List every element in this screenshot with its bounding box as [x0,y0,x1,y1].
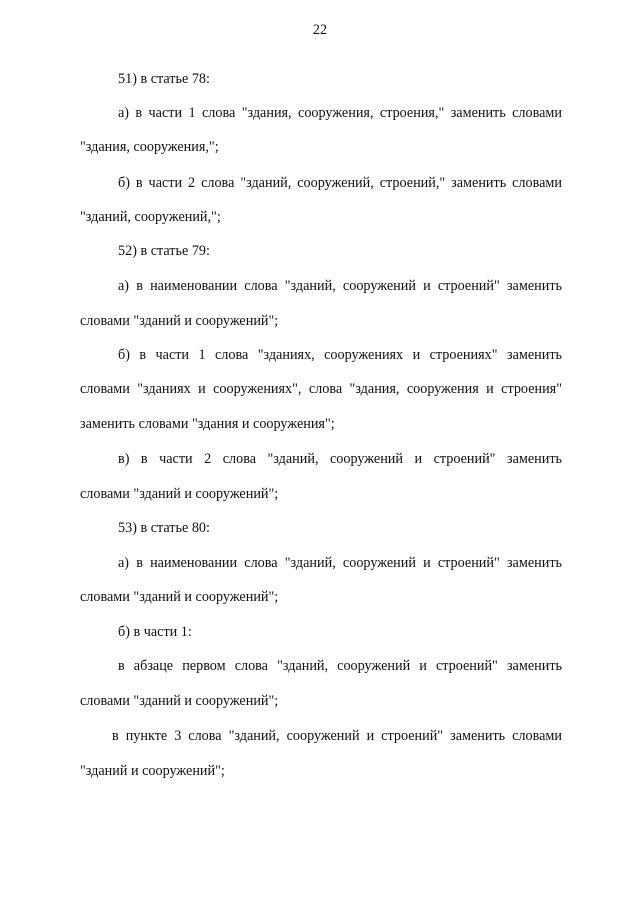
paragraph-53b-point3-line-2: "зданий и сооружений"; [80,763,225,779]
paragraph-51a-line-1: а) в части 1 слова "здания, сооружения, строения," заменить словами [118,105,562,121]
paragraph-52c-line-2: словами "зданий и сооружений"; [80,486,279,502]
paragraph-51b-line-1: б) в части 2 слова "зданий, сооружений, строений," заменить словами [118,175,562,191]
paragraph-52b-line-2: словами "зданиях и сооружениях", слова "здания, сооружения и строения" [80,381,562,397]
paragraph-52a-line-1: а) в наименовании слова "зданий, сооружений и строений" заменить [118,278,562,294]
paragraph-52b-line-3: заменить словами "здания и сооружения"; [80,416,335,432]
paragraph-52a-line-2: словами "зданий и сооружений"; [80,313,279,329]
paragraph-53a-line-1: а) в наименовании слова "зданий, сооружений и строений" заменить [118,555,562,571]
paragraph-51b-line-2: "зданий, сооружений,"; [80,209,221,225]
paragraph-52-heading: 52) в статье 79: [118,243,210,259]
page-number: 22 [312,22,328,38]
paragraph-53b-point3-line-1: в пункте 3 слова "зданий, сооружений и строений" заменить словами [112,728,562,744]
paragraph-53b-first-para-line-1: в абзаце первом слова "зданий, сооружений и строений" заменить [118,658,562,674]
paragraph-52c-line-1: в) в части 2 слова "зданий, сооружений и строений" заменить [118,451,562,467]
paragraph-53-heading: 53) в статье 80: [118,520,210,536]
paragraph-53a-line-2: словами "зданий и сооружений"; [80,589,279,605]
paragraph-53b-heading: б) в части 1: [118,624,192,640]
paragraph-51-heading: 51) в статье 78: [118,71,210,87]
paragraph-52b-line-1: б) в части 1 слова "зданиях, сооружениях и строениях" заменить [118,347,562,363]
paragraph-53b-first-para-line-2: словами "зданий и сооружений"; [80,693,279,709]
paragraph-51a-line-2: "здания, сооружения,"; [80,139,219,155]
